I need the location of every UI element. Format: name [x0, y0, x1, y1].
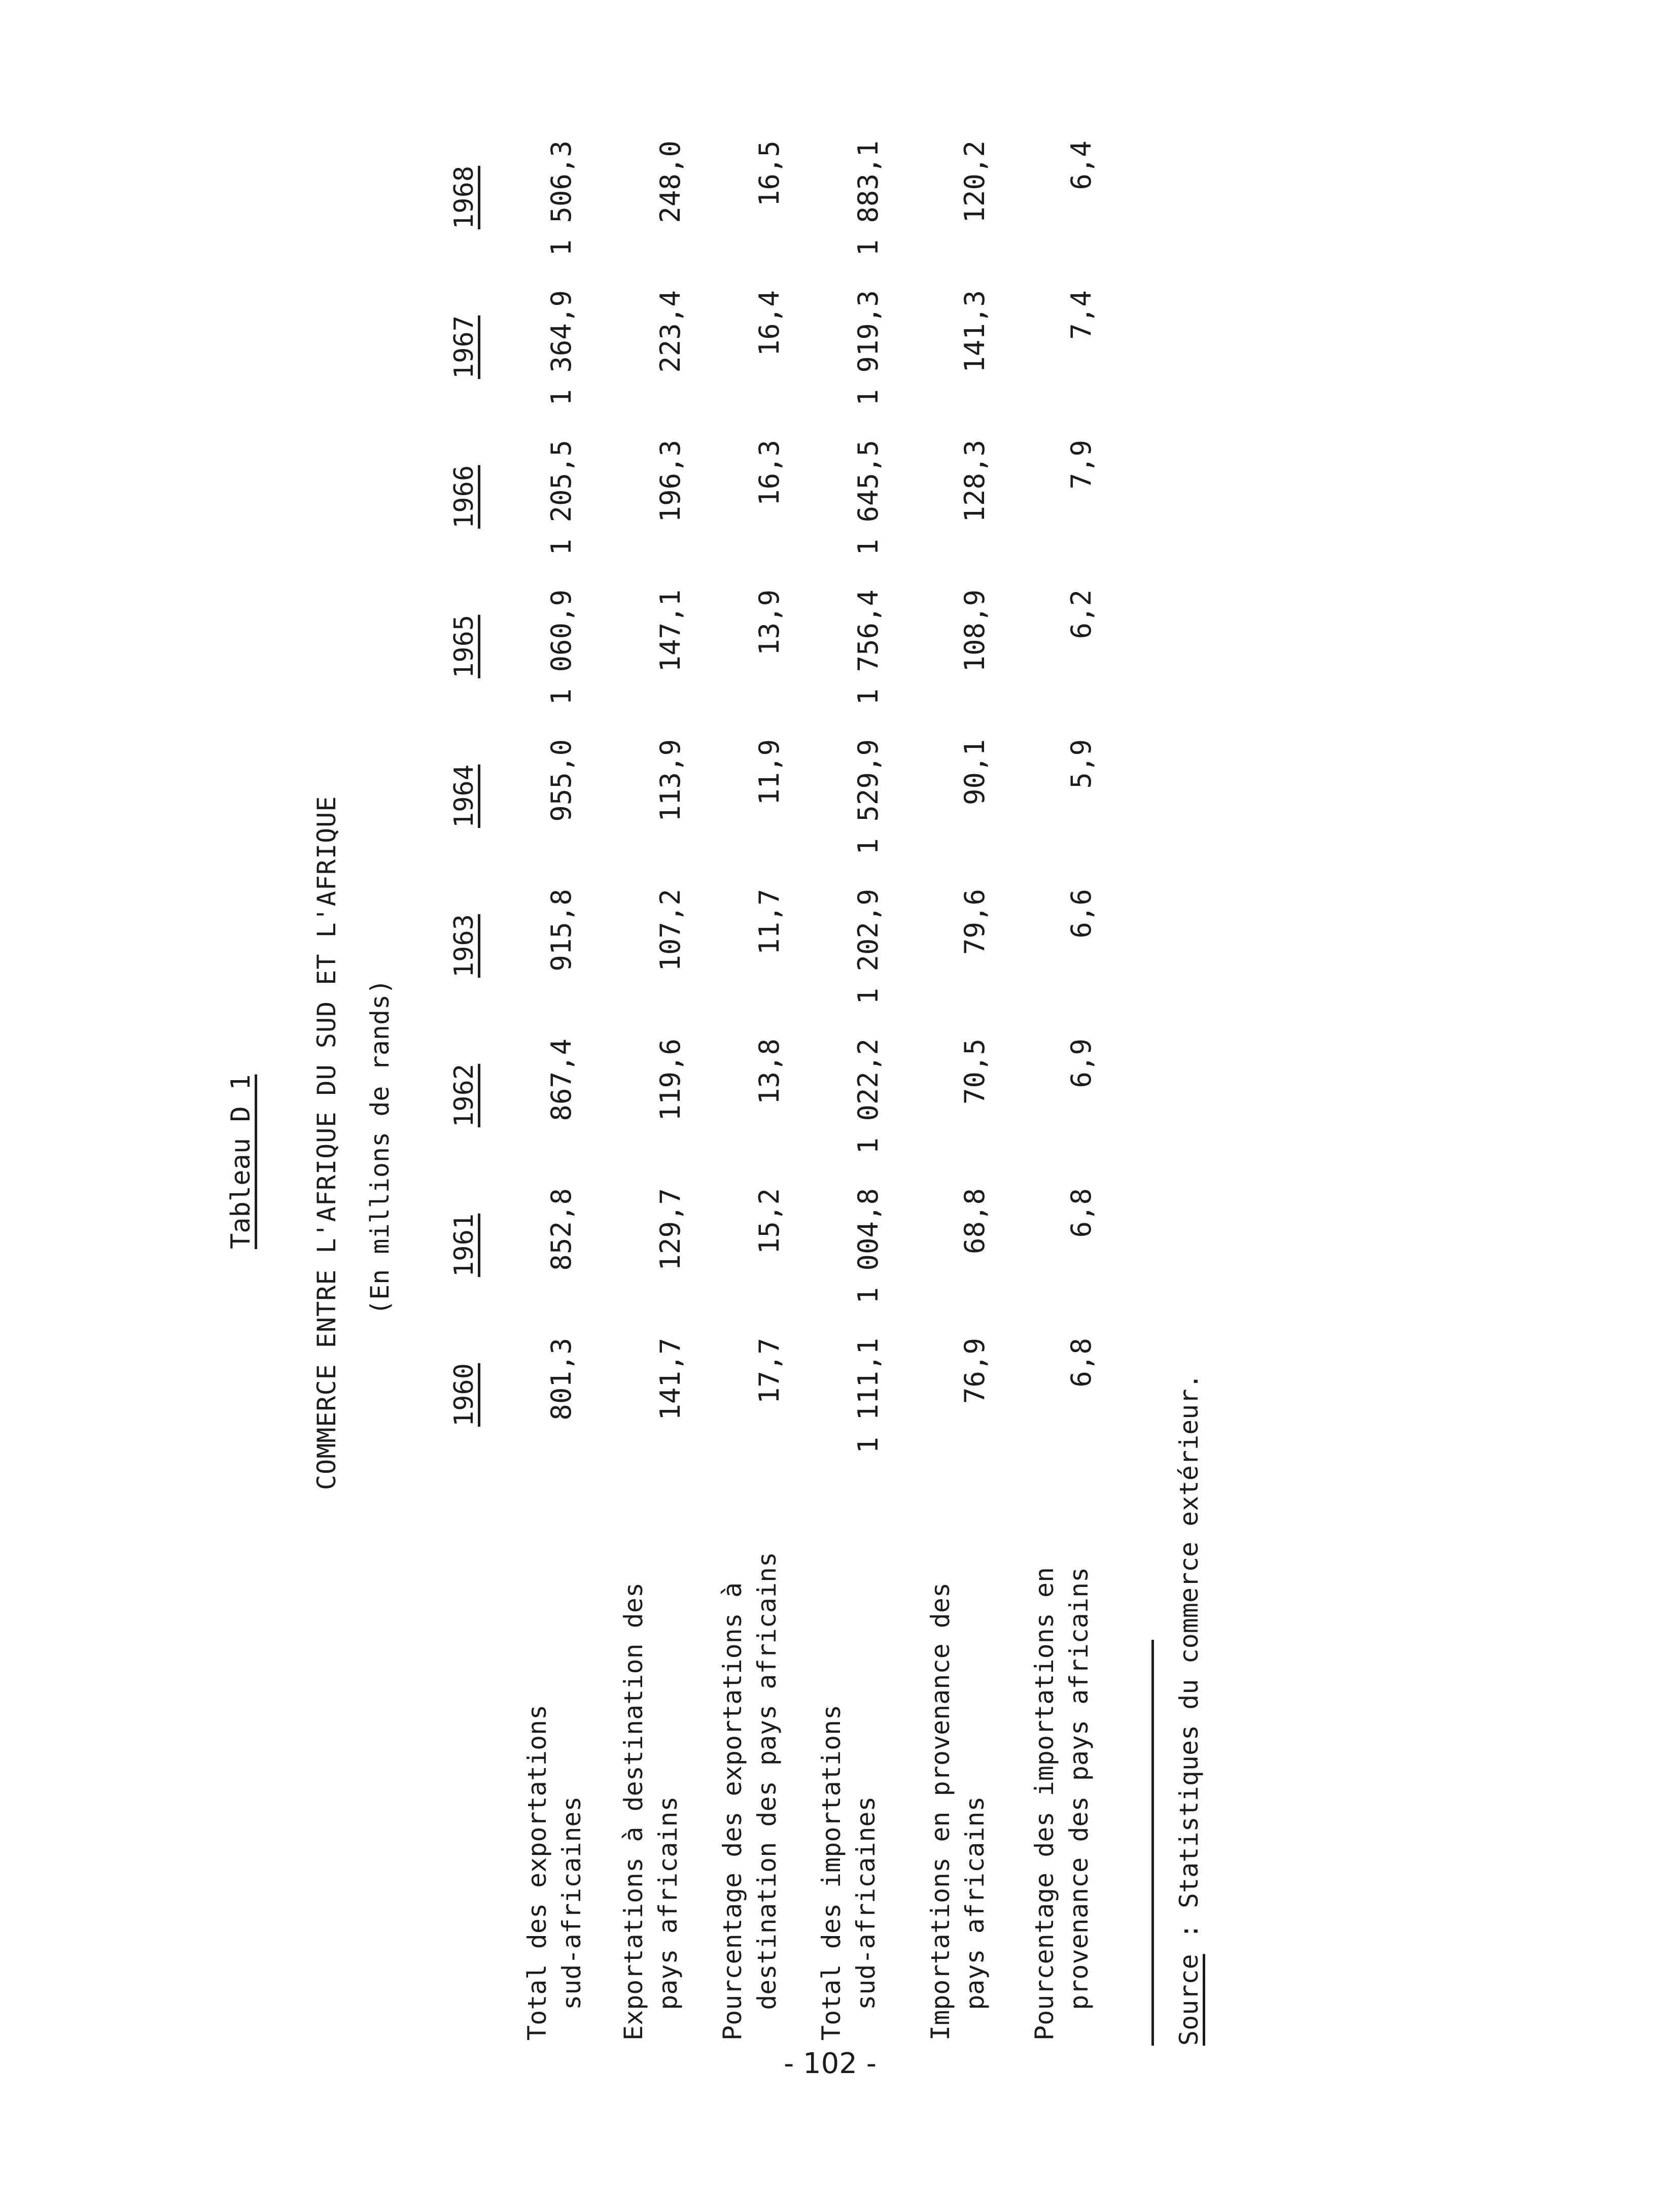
- table-cell: 248,0: [654, 141, 686, 223]
- source-text: : Statistiques du commerce extérieur.: [1174, 1373, 1204, 1954]
- table-cell: 915,8: [545, 889, 577, 972]
- table-cell: 7,4: [1065, 290, 1097, 340]
- year-header: 1963: [449, 914, 479, 978]
- table-cell: 6,2: [1065, 590, 1097, 639]
- table-cell: 113,9: [654, 739, 686, 822]
- table-cell: 867,4: [545, 1039, 577, 1121]
- table-cell: 1 506,3: [545, 141, 577, 256]
- table-cell: 141,7: [654, 1338, 686, 1421]
- table-cell: 6,8: [1065, 1188, 1097, 1238]
- table-cell: 120,2: [959, 141, 991, 223]
- table-cell: 6,6: [1065, 889, 1097, 939]
- year-header: 1961: [449, 1213, 479, 1277]
- table-cell: 16,5: [753, 141, 785, 207]
- row-label: Pourcentage des importations en provenance des pays africains: [1030, 1567, 1094, 2041]
- table-label: Tableau D 1: [226, 1074, 256, 1249]
- table-cell: 13,8: [753, 1039, 785, 1105]
- table-cell: 1 004,8: [852, 1188, 884, 1304]
- table-cell: 11,9: [753, 739, 785, 806]
- table-cell: 5,9: [1065, 739, 1097, 789]
- table-cell: 16,4: [753, 290, 785, 357]
- table-cell: 76,9: [959, 1338, 991, 1404]
- table-cell: 16,3: [753, 440, 785, 506]
- table-cell: 11,7: [753, 889, 785, 955]
- row-label: Total des importations sud-africaines: [817, 1704, 881, 2041]
- table-cell: 7,9: [1065, 440, 1097, 490]
- table-cell: 119,6: [654, 1039, 686, 1121]
- source-rule: [1151, 1640, 1154, 2046]
- year-header: 1964: [449, 764, 479, 828]
- table-cell: 90,1: [959, 739, 991, 806]
- table-cell: 1 756,4: [852, 590, 884, 705]
- source-key: Source: [1174, 1954, 1204, 2046]
- row-label: Importations en provenance des pays africains: [926, 1582, 990, 2041]
- table-cell: 1 883,1: [852, 141, 884, 256]
- year-header: 1966: [449, 465, 479, 529]
- table-cell: 147,1: [654, 590, 686, 672]
- table-cell: 1 645,5: [852, 440, 884, 556]
- table-cell: 196,3: [654, 440, 686, 523]
- table-cell: 1 919,3: [852, 290, 884, 406]
- year-header: 1962: [449, 1063, 479, 1127]
- table-cell: 107,2: [654, 889, 686, 972]
- unit-note: (En millions de rands): [365, 979, 395, 1315]
- source-note: [1174, 1373, 1204, 2046]
- row-label: Pourcentage des exportations à destination des pays africains: [718, 1551, 782, 2041]
- table-cell: 223,4: [654, 290, 686, 373]
- year-header: 1960: [449, 1363, 479, 1427]
- table-cell: 1 364,9: [545, 290, 577, 406]
- table-cell: 13,9: [753, 590, 785, 656]
- table-cell: 1 205,5: [545, 440, 577, 556]
- table-cell: 68,8: [959, 1188, 991, 1255]
- table-cell: 128,3: [959, 440, 991, 523]
- row-label: Total des exportations sud-africaines: [522, 1704, 586, 2041]
- table-cell: 955,0: [545, 739, 577, 822]
- table-cell: 6,8: [1065, 1338, 1097, 1388]
- table-cell: 6,9: [1065, 1039, 1097, 1088]
- table-cell: 108,9: [959, 590, 991, 672]
- table-cell: 141,3: [959, 290, 991, 373]
- table-cell: 1 202,9: [852, 889, 884, 1005]
- row-label: Exportations à destination des pays africains: [619, 1582, 683, 2041]
- table-cell: 1 529,9: [852, 739, 884, 855]
- year-header: 1968: [449, 165, 479, 229]
- table-cell: 801,3: [545, 1338, 577, 1421]
- table-cell: 852,8: [545, 1188, 577, 1271]
- table-cell: 79,6: [959, 889, 991, 955]
- table-title: COMMERCE ENTRE L'AFRIQUE DU SUD ET L'AFRIQUE: [312, 796, 341, 1490]
- table-cell: 1 060,9: [545, 590, 577, 705]
- table-cell: 1 022,2: [852, 1039, 884, 1154]
- year-header: 1965: [449, 614, 479, 678]
- page-number: - 102 -: [784, 2047, 877, 2080]
- year-header: 1967: [449, 315, 479, 379]
- table-cell: 1 111,1: [852, 1338, 884, 1454]
- table-cell: 6,4: [1065, 141, 1097, 190]
- table-cell: 70,5: [959, 1039, 991, 1105]
- table-cell: 17,7: [753, 1338, 785, 1404]
- table-cell: 15,2: [753, 1188, 785, 1255]
- table-cell: 129,7: [654, 1188, 686, 1271]
